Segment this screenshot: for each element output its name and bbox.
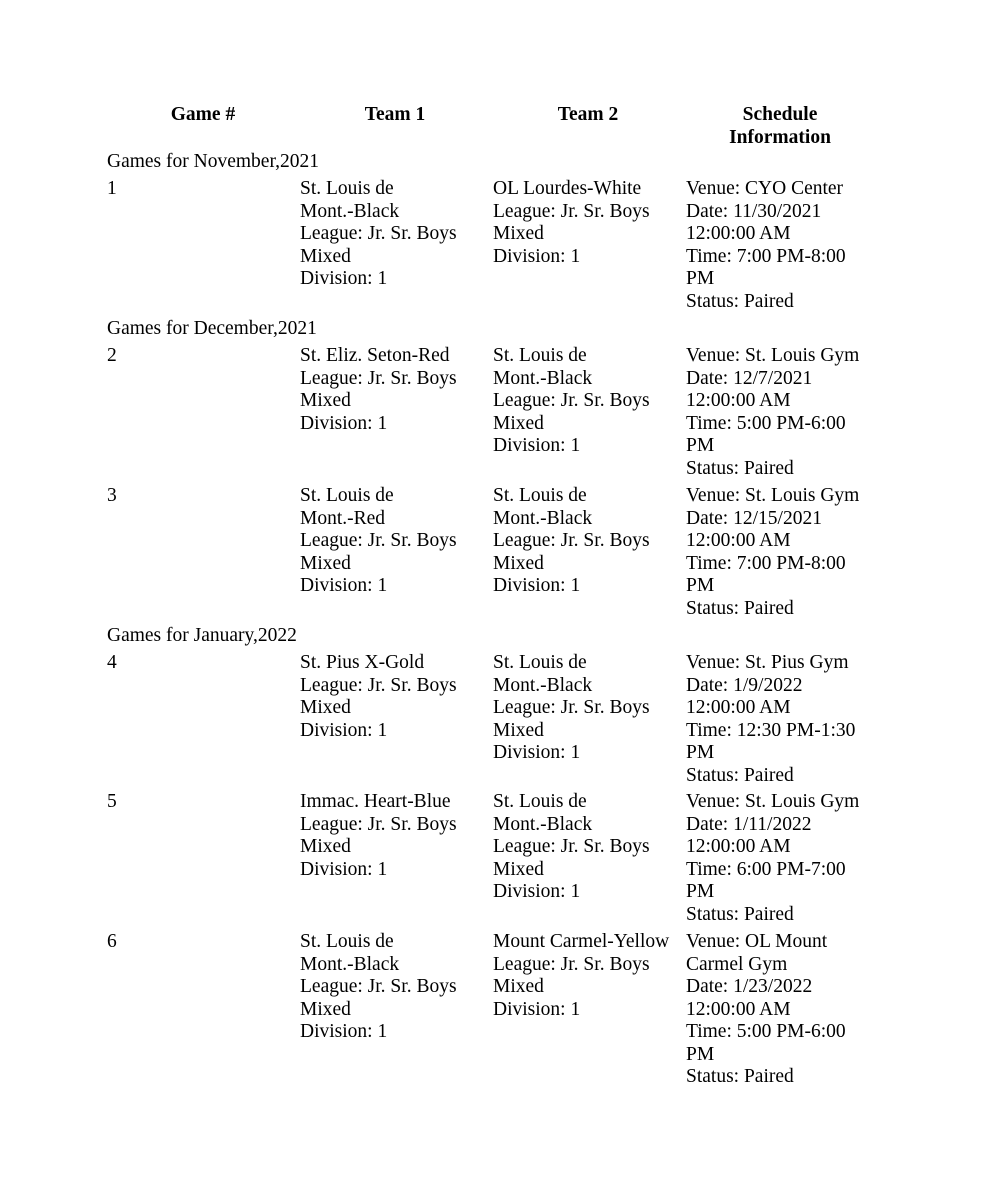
- team-1-info: St. Louis de Mont.-Red League: Jr. Sr. Boys Mixed Division: 1: [300, 485, 457, 596]
- header-team-1: Team 1: [364, 104, 426, 125]
- team-2-info: St. Louis de Mont.-Black League: Jr. Sr. Boys Mixed Division: 1: [493, 652, 650, 763]
- team-1-info: St. Eliz. Seton-Red League: Jr. Sr. Boys Mixed Division: 1: [300, 345, 457, 434]
- game-number: 3: [107, 485, 117, 506]
- team-1-info: St. Louis de Mont.-Black League: Jr. Sr. Boys Mixed Division: 1: [300, 178, 457, 289]
- header-schedule-information: Schedule Information: [729, 104, 831, 148]
- group-label-december-2021: Games for December,2021: [107, 318, 317, 339]
- team-2-info: St. Louis de Mont.-Black League: Jr. Sr. Boys Mixed Division: 1: [493, 791, 650, 902]
- header-team-2: Team 2: [557, 104, 619, 125]
- schedule-info: Venue: St. Pius Gym Date: 1/9/2022 12:00:00 AM Time: 12:30 PM-1:30 PM Status: Paired: [686, 652, 856, 786]
- header-game-number: Game #: [170, 104, 236, 125]
- group-label-january-2022: Games for January,2022: [107, 625, 297, 646]
- team-1-info: St. Pius X-Gold League: Jr. Sr. Boys Mixed Division: 1: [300, 652, 457, 741]
- game-number: 4: [107, 652, 117, 673]
- team-1-info: Immac. Heart-Blue League: Jr. Sr. Boys Mixed Division: 1: [300, 791, 457, 880]
- schedule-info: Venue: CYO Center Date: 11/30/2021 12:00:00 AM Time: 7:00 PM-8:00 PM Status: Paired: [686, 178, 846, 312]
- schedule-info: Venue: St. Louis Gym Date: 1/11/2022 12:00:00 AM Time: 6:00 PM-7:00 PM Status: Paired: [686, 791, 860, 925]
- game-number: 6: [107, 931, 117, 952]
- team-2-info: St. Louis de Mont.-Black League: Jr. Sr. Boys Mixed Division: 1: [493, 485, 650, 596]
- table-header: [0, 104, 988, 154]
- team-1-info: St. Louis de Mont.-Black League: Jr. Sr. Boys Mixed Division: 1: [300, 931, 457, 1042]
- group-label-november-2021: Games for November,2021: [107, 151, 320, 172]
- team-2-info: OL Lourdes-White League: Jr. Sr. Boys Mixed Division: 1: [493, 178, 650, 267]
- game-number: 1: [107, 178, 117, 199]
- team-2-info: Mount Carmel-Yellow League: Jr. Sr. Boys Mixed Division: 1: [493, 931, 670, 1020]
- schedule-info: Venue: St. Louis Gym Date: 12/7/2021 12:00:00 AM Time: 5:00 PM-6:00 PM Status: Paired: [686, 345, 860, 479]
- game-number: 2: [107, 345, 117, 366]
- team-2-info: St. Louis de Mont.-Black League: Jr. Sr. Boys Mixed Division: 1: [493, 345, 650, 456]
- schedule-info: Venue: OL Mount Carmel Gym Date: 1/23/2022 12:00:00 AM Time: 5:00 PM-6:00 PM Status: Paired: [686, 931, 846, 1087]
- game-number: 5: [107, 791, 117, 812]
- schedule-info: Venue: St. Louis Gym Date: 12/15/2021 12:00:00 AM Time: 7:00 PM-8:00 PM Status: Paired: [686, 485, 860, 619]
